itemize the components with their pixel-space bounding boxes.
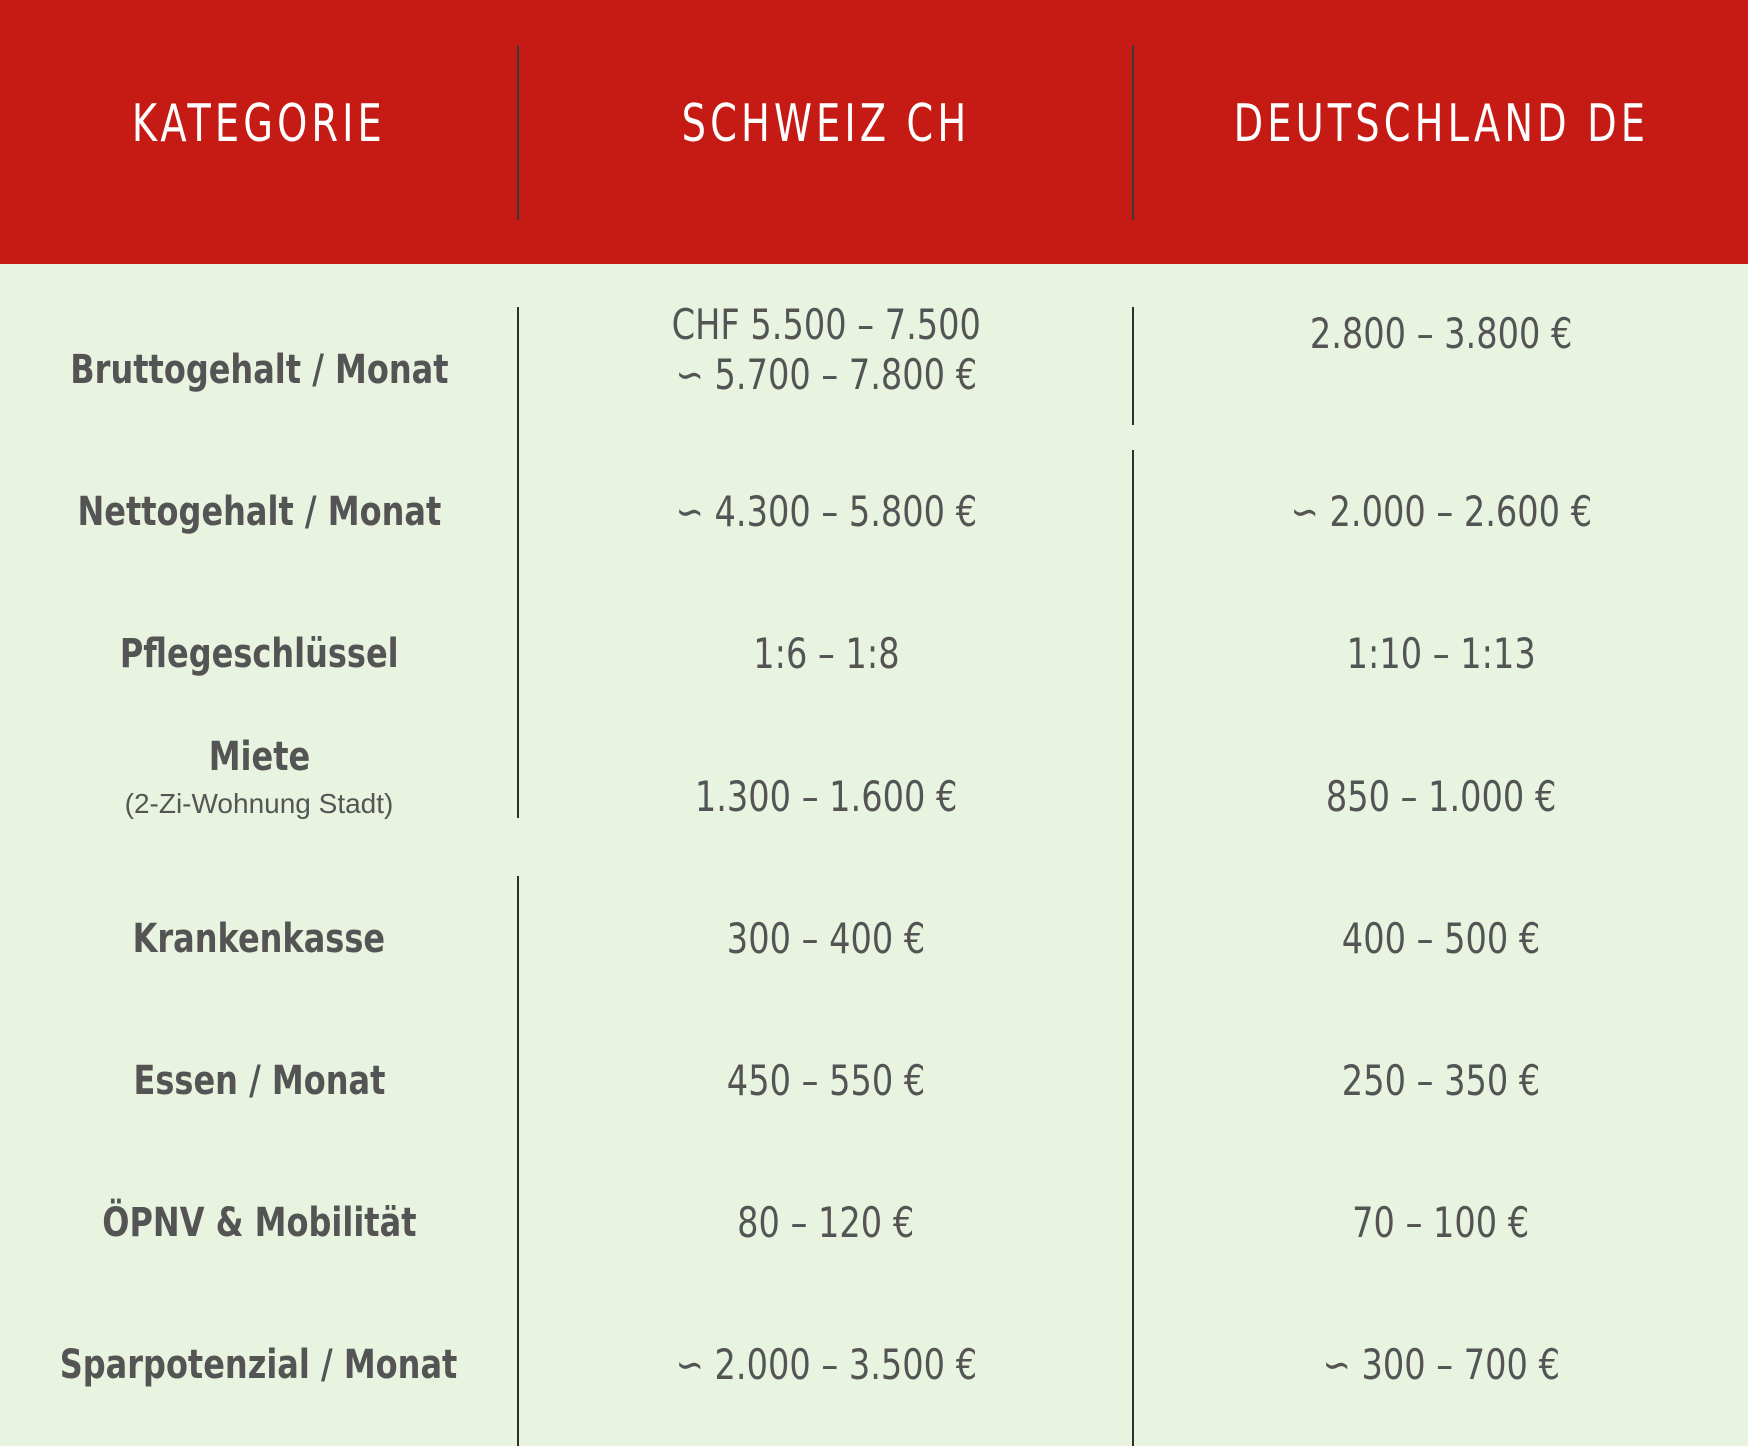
schweiz-cell: 1:6 – 1:8 [752,629,900,678]
deutschland-cell: ∽ 300 – 700 € [1322,1340,1560,1389]
schweiz-cell: ∽ 4.300 – 5.800 € [675,487,977,536]
category-cell: Krankenkasse [132,916,386,962]
category-subtitle: (2-Zi-Wohnung Stadt) [124,788,394,819]
schweiz-cell: 450 – 550 € [726,1056,926,1105]
schweiz-cell: 1.300 – 1.600 € [694,772,958,821]
table-row [0,440,1748,584]
header-deutschland: DEUTSCHLAND DE [1233,94,1649,154]
deutschland-cell: 400 – 500 € [1341,914,1541,963]
table-row [0,1294,1748,1436]
category-cell: Bruttogehalt / Monat [69,347,449,393]
deutschland-cell: 250 – 350 € [1341,1056,1541,1105]
schweiz-cell: 300 – 400 € [726,914,926,963]
category-cell: Miete (2-Zi-Wohnung Stadt) [124,734,394,819]
deutschland-cell: 70 – 100 € [1352,1198,1530,1247]
deutschland-cell: 850 – 1.000 € [1325,772,1557,821]
schweiz-cell: ∽ 2.000 – 3.500 € [675,1340,977,1389]
table-row [0,1152,1748,1294]
header-schweiz: SCHWEIZ CH [681,94,971,154]
deutschland-cell: ∽ 2.000 – 2.600 € [1290,487,1592,536]
table-row [0,868,1748,1010]
deutschland-cell: 1:10 – 1:13 [1346,629,1536,678]
table-row [0,300,1748,440]
header-kategorie: KATEGORIE [132,94,386,154]
schweiz-cell: 80 – 120 € [737,1198,915,1247]
category-cell: Essen / Monat [133,1058,385,1104]
table-header [0,0,1748,264]
deutschland-cell: 2.800 – 3.800 € [1309,309,1573,358]
category-cell: Sparpotenzial / Monat [60,1342,458,1388]
category-cell: Pflegeschlüssel [119,631,399,677]
category-cell: Nettogehalt / Monat [77,489,441,535]
table-row [0,1010,1748,1152]
table-row [0,583,1748,725]
category-cell: ÖPNV & Mobilität [101,1200,417,1246]
table-row [0,722,1748,872]
schweiz-cell: CHF 5.500 – 7.500 ∽ 5.700 – 7.800 € [671,300,981,399]
